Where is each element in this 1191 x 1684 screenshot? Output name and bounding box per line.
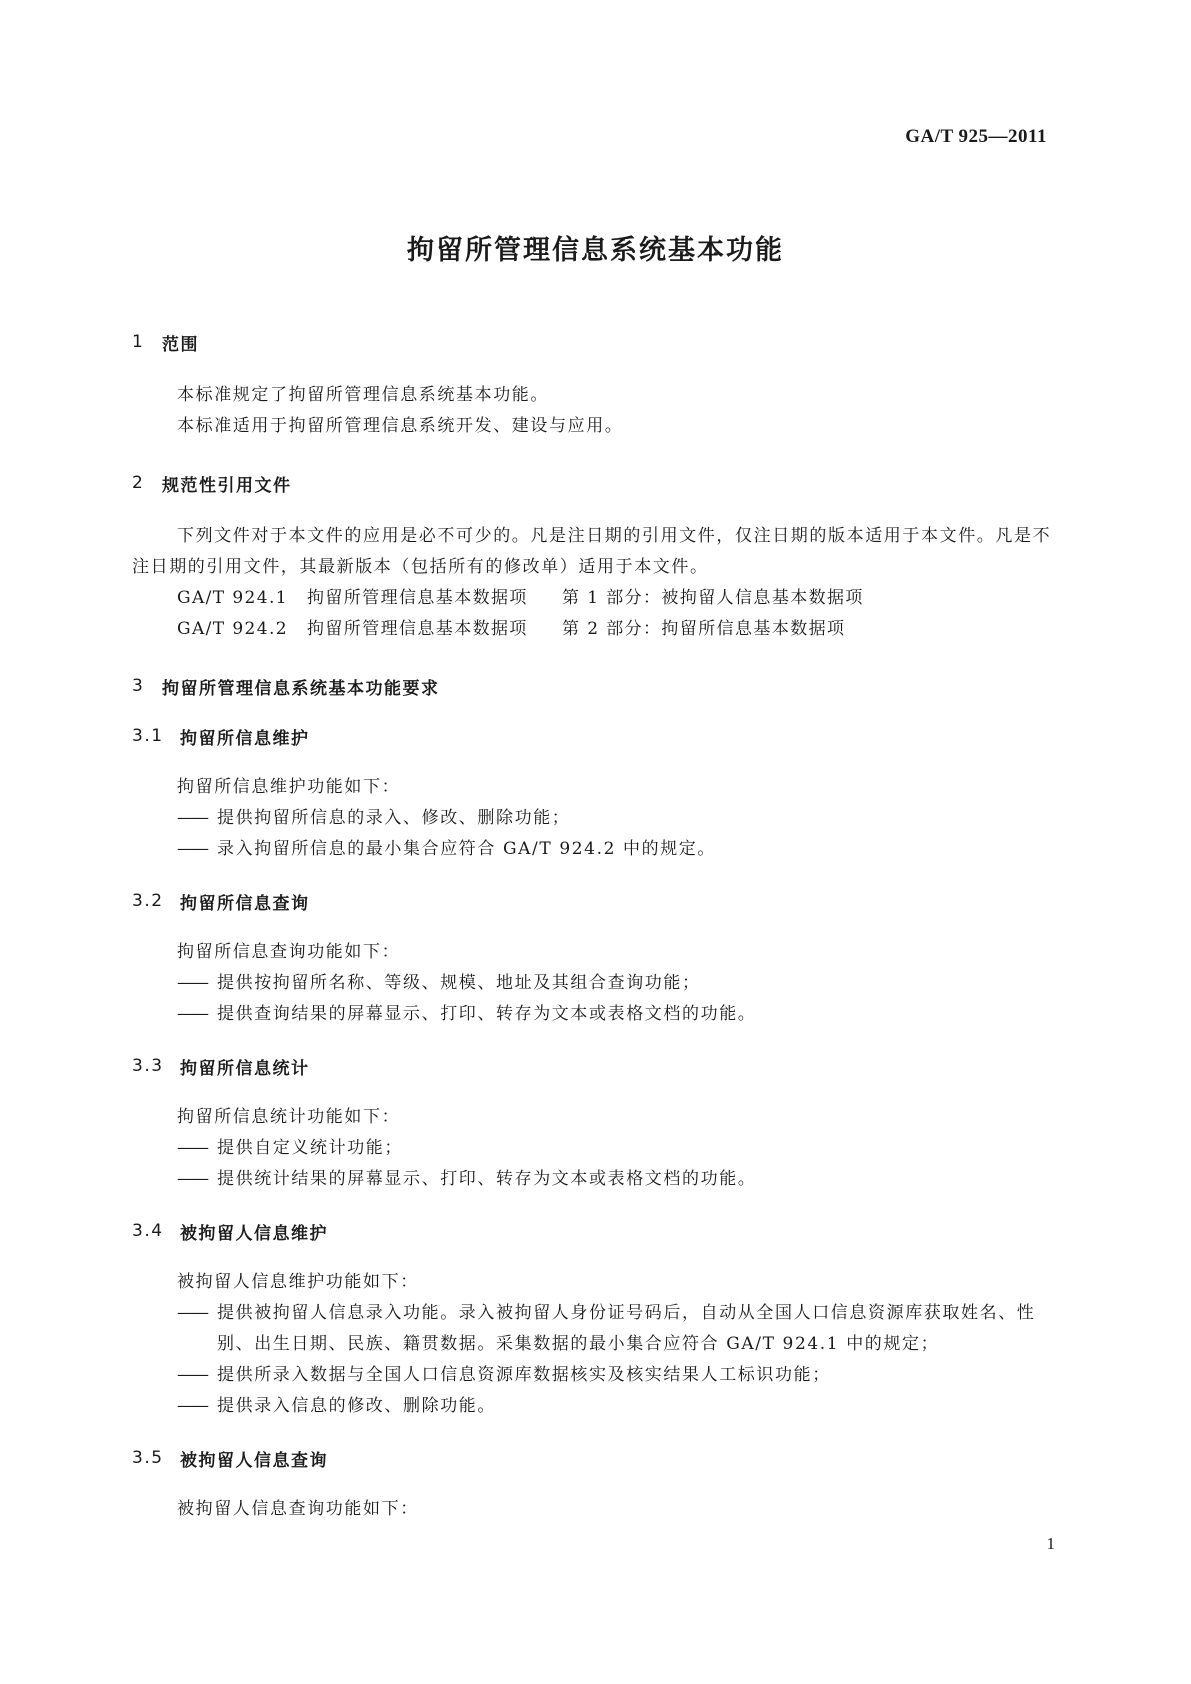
list-dash: —— (177, 1138, 207, 1158)
list-item-text: 提供被拘留人信息录入功能。录入被拘留人身份证号码后，自动从全国人口信息资源库获取姓名、性别、出生日期、民族、籍贯数据。采集数据的最小集合应符合 GA/T 924.1 中的规定； (217, 1303, 1036, 1354)
list-item (132, 1391, 1062, 1422)
subsection-title: 拘留所信息维护 (180, 728, 310, 749)
list-item-text: 提供自定义统计功能； (217, 1138, 403, 1158)
subsection-3-5-heading (132, 1444, 1062, 1472)
reference-code: GA/T 924.1 (177, 588, 288, 608)
reference-part: 第 2 部分：拘留所信息基本数据项 (562, 619, 846, 639)
document-title: 拘留所管理信息系统基本功能 (407, 235, 784, 266)
section-2-heading (132, 469, 1062, 497)
reference-name: 拘留所管理信息基本数据项 (307, 588, 528, 608)
reference-item (132, 614, 1062, 645)
paragraph: 本标准适用于拘留所管理信息系统开发、建设与应用。 (177, 416, 624, 436)
page-number: 1 (1046, 1534, 1055, 1553)
subsection-number: 3.3 (132, 1056, 164, 1076)
list-dash: —— (177, 808, 207, 828)
section-number: 1 (132, 332, 145, 352)
subsection-3-2-heading (132, 887, 1062, 915)
paragraph: 本标准规定了拘留所管理信息系统基本功能。 (177, 385, 549, 405)
section-3-heading (132, 672, 1062, 700)
section-title: 拘留所管理信息系统基本功能要求 (162, 678, 440, 699)
subsection-title: 被拘留人信息查询 (180, 1450, 328, 1471)
section-title: 规范性引用文件 (162, 475, 292, 496)
subsection-3-3-heading (132, 1052, 1062, 1080)
list-item (132, 999, 1062, 1030)
list-dash: —— (177, 1169, 207, 1189)
reference-code: GA/T 924.2 (177, 619, 288, 639)
reference-name: 拘留所管理信息基本数据项 (307, 619, 528, 639)
document-body (132, 328, 1062, 1525)
list-item (132, 1360, 1062, 1391)
subsection-number: 3.4 (132, 1221, 164, 1241)
subsection-number: 3.1 (132, 726, 164, 746)
list-intro: 拘留所信息统计功能如下： (177, 1107, 401, 1127)
paragraph: 下列文件对于本文件的应用是必不可少的。凡是注日期的引用文件，仅注日期的版本适用于本文件。凡是不注日期的引用文件，其最新版本（包括所有的修改单）适用于本文件。 (132, 526, 1052, 577)
list-item (132, 834, 1062, 865)
list-item-text: 提供按拘留所名称、等级、规模、地址及其组合查询功能； (217, 973, 701, 993)
list-item-text: 提供统计结果的屏幕显示、打印、转存为文本或表格文档的功能。 (217, 1169, 757, 1189)
list-dash: —— (177, 1303, 207, 1323)
list-dash: —— (177, 1004, 207, 1024)
section-title: 范围 (162, 334, 199, 355)
list-item (132, 1164, 1062, 1195)
list-item-text: 提供查询结果的屏幕显示、打印、转存为文本或表格文档的功能。 (217, 1004, 757, 1024)
list-dash: —— (177, 1396, 207, 1416)
list-dash: —— (177, 839, 207, 859)
subsection-3-4-heading (132, 1217, 1062, 1245)
list-intro: 被拘留人信息查询功能如下： (177, 1499, 419, 1519)
subsection-number: 3.2 (132, 891, 164, 911)
list-intro: 被拘留人信息维护功能如下： (177, 1272, 419, 1292)
reference-part: 第 1 部分：被拘留人信息基本数据项 (562, 588, 864, 608)
reference-item (132, 583, 1062, 614)
list-item (132, 1298, 1062, 1360)
list-dash: —— (177, 973, 207, 993)
list-item (132, 803, 1062, 834)
section-1-heading (132, 328, 1062, 356)
list-item-text: 录入拘留所信息的最小集合应符合 GA/T 924.2 中的规定。 (217, 839, 717, 859)
subsection-3-1-heading (132, 722, 1062, 750)
standard-code: GA/T 925—2011 (905, 126, 1047, 147)
subsection-number: 3.5 (132, 1448, 164, 1468)
subsection-title: 被拘留人信息维护 (180, 1223, 328, 1244)
list-item (132, 968, 1062, 999)
subsection-title: 拘留所信息查询 (180, 893, 310, 914)
list-item-text: 提供录入信息的修改、删除功能。 (217, 1396, 496, 1416)
list-intro: 拘留所信息维护功能如下： (177, 777, 401, 797)
subsection-title: 拘留所信息统计 (180, 1058, 310, 1079)
list-item-text: 提供所录入数据与全国人口信息资源库数据核实及核实结果人工标识功能； (217, 1365, 831, 1385)
list-dash: —— (177, 1365, 207, 1385)
list-intro: 拘留所信息查询功能如下： (177, 942, 401, 962)
section-number: 2 (132, 473, 145, 493)
list-item (132, 1133, 1062, 1164)
list-item-text: 提供拘留所信息的录入、修改、删除功能； (217, 808, 571, 828)
section-number: 3 (132, 676, 145, 696)
